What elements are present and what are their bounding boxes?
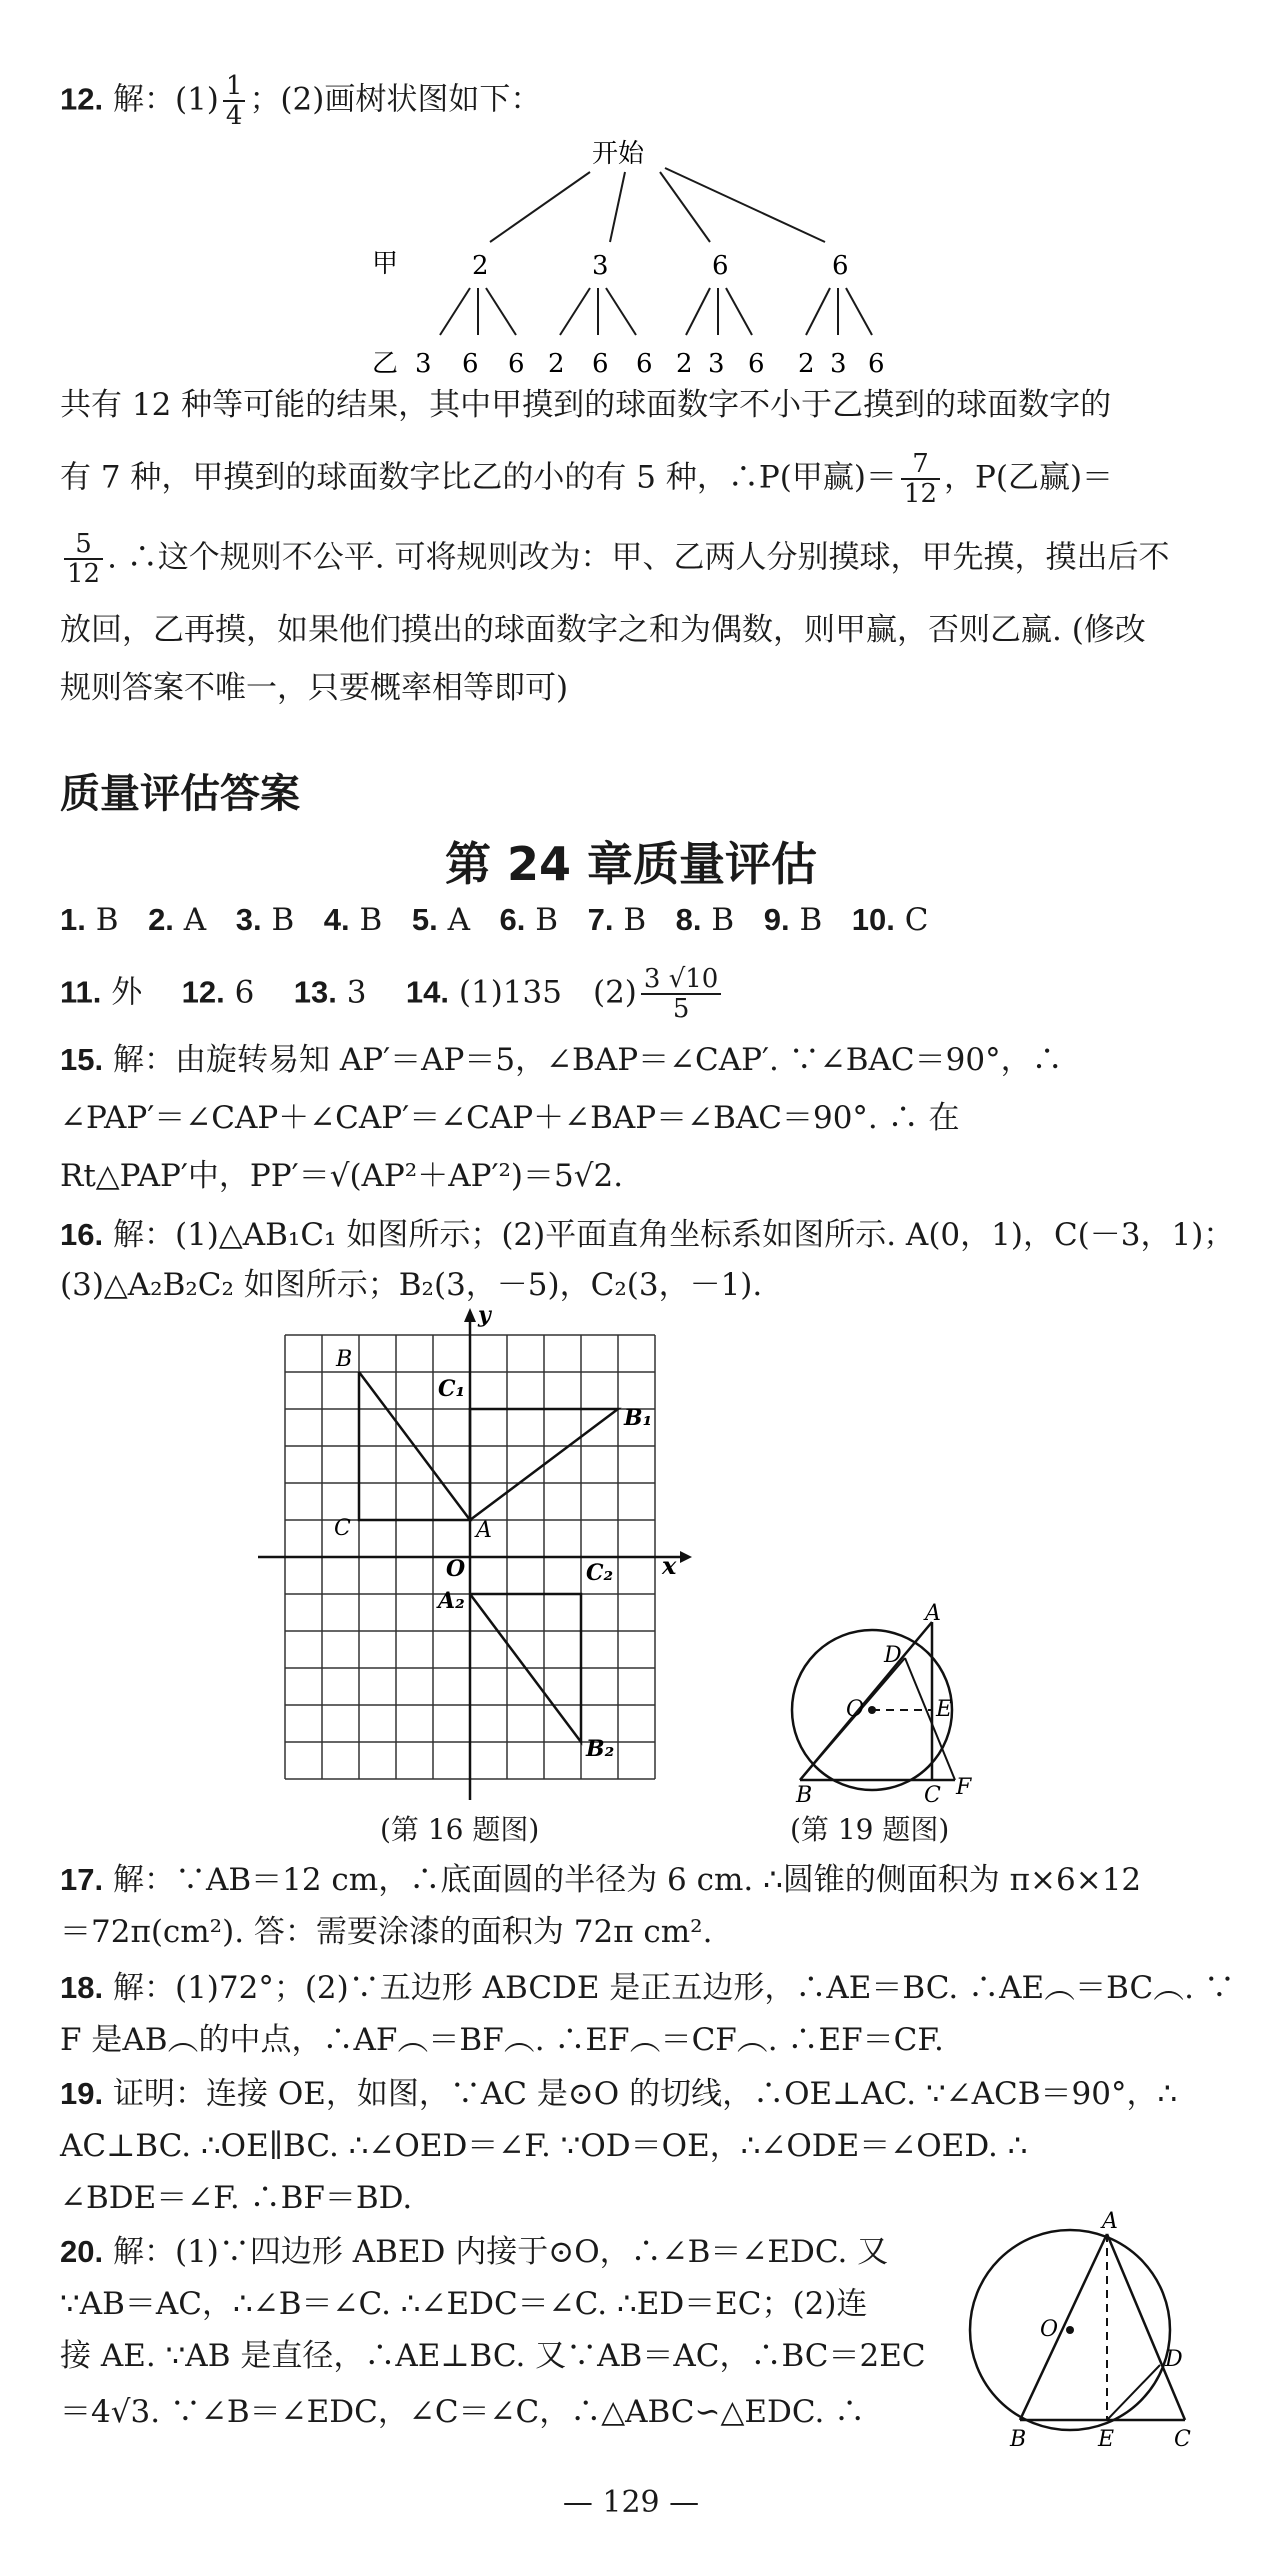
q12-line1: 12. 解：(1) $\frac{1}{4}$ ；(2)画树状图如下：	[60, 71, 542, 131]
q18-line2: F 是AB︵的中点，∴AF︵＝BF︵. ∴EF︵＝CF︵. ∴EF＝CF.	[60, 2022, 944, 2058]
tree-a-1: 3	[592, 251, 609, 281]
fig20-circle-figure	[970, 2209, 1191, 2452]
svg-text:y: y	[478, 1302, 491, 1328]
tree-root: 开始	[592, 139, 645, 169]
svg-text:B: B	[1010, 2427, 1027, 2452]
q16-line1: 16. 解：(1)△AB₁C₁ 如图所示；(2)平面直角坐标系如图所示. A(0，1)，C(－3，1)；	[60, 1217, 1235, 1253]
svg-text:2: 2	[676, 349, 693, 379]
svg-text:6: 6	[636, 349, 653, 379]
q19-line2: AC⊥BC. ∴OE∥BC. ∴∠OED＝∠F. ∵OD＝OE，∴∠ODE＝∠OED. ∴	[60, 2128, 1028, 2164]
svg-text:E: E	[1098, 2427, 1115, 2452]
svg-text:6: 6	[508, 349, 525, 379]
tree-label-yi: 乙	[372, 349, 399, 379]
svg-text:C: C	[334, 1516, 351, 1541]
tree-a-3: 6	[832, 251, 849, 281]
svg-text:A: A	[1102, 2209, 1118, 2234]
q12-fraction-5-12: $\frac{5}{12}$	[64, 530, 103, 588]
q18-line1: 18. 解：(1)72°；(2)∵五边形 ABCDE 是正五边形，∴AE＝BC. ∴AE︵＝BC︵. ∵	[60, 1970, 1235, 2006]
svg-text:C: C	[924, 1783, 941, 1808]
svg-text:x: x	[662, 1551, 677, 1580]
q12-text-2: 有 7 种，甲摸到的球面数字比乙的小的有 5 种，∴P(甲赢)＝ $\frac{7}{12}$ ，P(乙赢)＝	[60, 449, 1114, 509]
svg-text:D: D	[1165, 2347, 1183, 2372]
q12-text-4: 放回，乙再摸，如果他们摸出的球面数字之和为偶数，则甲赢，否则乙赢. (修改	[60, 612, 1146, 648]
q12-text-3: $\frac{5}{12}$ . ∴这个规则不公平. 可将规则改为：甲、乙两人分别摸球，甲先摸，摸出后不	[60, 530, 1170, 588]
page-number: — 129 —	[562, 2485, 700, 2520]
svg-text:6: 6	[868, 349, 885, 379]
q15-line3: Rt△PAP′中，PP′＝√(AP²＋AP′²)＝5√2.	[60, 1158, 624, 1194]
q19-line3: ∠BDE＝∠F. ∴BF＝BD.	[60, 2180, 413, 2216]
svg-text:B₁: B₁	[624, 1405, 653, 1431]
tree-a-2: 6	[712, 251, 729, 281]
svg-text:C₁: C₁	[438, 1376, 466, 1402]
svg-text:C₂: C₂	[586, 1560, 614, 1586]
q17-line2: ＝72π(cm²). 答：需要涂漆的面积为 72π cm².	[60, 1914, 713, 1950]
fig16-caption: (第 16 题图)	[380, 1813, 540, 1846]
q20-line4: ＝4√3. ∵∠B＝∠EDC，∠C＝∠C，∴△ABC∽△EDC. ∴	[60, 2394, 866, 2430]
q14-fraction: $\frac{3 √10}{5}$	[641, 965, 721, 1023]
q12-text-1: 共有 12 种等可能的结果，其中甲摸到的球面数字不小于乙摸到的球面数字的	[60, 387, 1112, 423]
q12-fraction-7-12: $\frac{7}{12}$	[901, 450, 940, 508]
tree-a-0: 2	[472, 251, 489, 281]
svg-text:O: O	[1040, 2317, 1059, 2342]
chapter-title: 第 24 章质量评估	[444, 837, 818, 891]
svg-text:3: 3	[708, 349, 725, 379]
svg-text:3: 3	[415, 349, 432, 379]
tree-label-jia: 甲	[372, 249, 399, 279]
q20-line2: ∵AB＝AC，∴∠B＝∠C. ∴∠EDC＝∠C. ∴ED＝EC；(2)连	[60, 2286, 868, 2322]
svg-text:O: O	[846, 1697, 865, 1722]
q20-line1: 20. 解：(1)∵四边形 ABED 内接于⊙O，∴∠B＝∠EDC. 又	[60, 2234, 889, 2270]
svg-text:2: 2	[548, 349, 565, 379]
q12-fraction-1-4: $\frac{1}{4}$	[223, 72, 246, 130]
svg-text:E: E	[936, 1697, 953, 1722]
svg-text:A: A	[925, 1601, 941, 1626]
svg-text:6: 6	[592, 349, 609, 379]
q20-line3: 接 AE. ∵AB 是直径，∴AE⊥BC. 又∵AB＝AC，∴BC＝2EC	[60, 2338, 926, 2374]
q12-number: 12.	[60, 81, 104, 117]
svg-text:F: F	[956, 1775, 972, 1800]
svg-text:A₂: A₂	[438, 1588, 465, 1614]
svg-text:3: 3	[830, 349, 847, 379]
q19-line1: 19. 证明：连接 OE，如图，∵AC 是⊙O 的切线，∴OE⊥AC. ∵∠ACB＝90°，∴	[60, 2076, 1178, 2112]
q15-line1: 15. 解：由旋转易知 AP′＝AP＝5，∠BAP＝∠CAP′. ∵∠BAC＝90°，∴	[60, 1042, 1063, 1078]
svg-text:O: O	[446, 1556, 466, 1582]
svg-text:B: B	[796, 1783, 813, 1808]
svg-text:2: 2	[798, 349, 815, 379]
svg-text:6: 6	[462, 349, 479, 379]
svg-text:B: B	[336, 1347, 353, 1372]
q12-text-5: 规则答案不唯一，只要概率相等即可)	[60, 670, 569, 706]
choice-answers: 1. B 2. A 3. B 4. B 5. A 6. B 7. B 8. B 9. B 10. C	[60, 902, 929, 938]
q17-line1: 17. 解：∵AB＝12 cm，∴底面圆的半径为 6 cm. ∴圆锥的侧面积为 π×6×12	[60, 1862, 1142, 1898]
svg-text:B₂: B₂	[586, 1736, 615, 1762]
fill-answers: 11. 外 12. 6 13. 3 14. (1)135 (2) $\frac{3 √10}{5}$	[60, 965, 725, 1023]
svg-text:D: D	[884, 1643, 902, 1668]
fig19-circle-figure	[792, 1601, 972, 1808]
q15-line2: ∠PAP′＝∠CAP＋∠CAP′＝∠CAP＋∠BAP＝∠BAC＝90°. ∴ 在	[60, 1100, 960, 1136]
svg-text:6: 6	[748, 349, 765, 379]
q16-line2: (3)△A₂B₂C₂ 如图所示；B₂(3，－5)，C₂(3，－1).	[60, 1267, 763, 1303]
section-title: 质量评估答案	[60, 771, 300, 817]
svg-text:C: C	[1174, 2427, 1191, 2452]
fig19-caption: (第 19 题图)	[790, 1813, 950, 1846]
svg-text:A: A	[476, 1518, 492, 1543]
